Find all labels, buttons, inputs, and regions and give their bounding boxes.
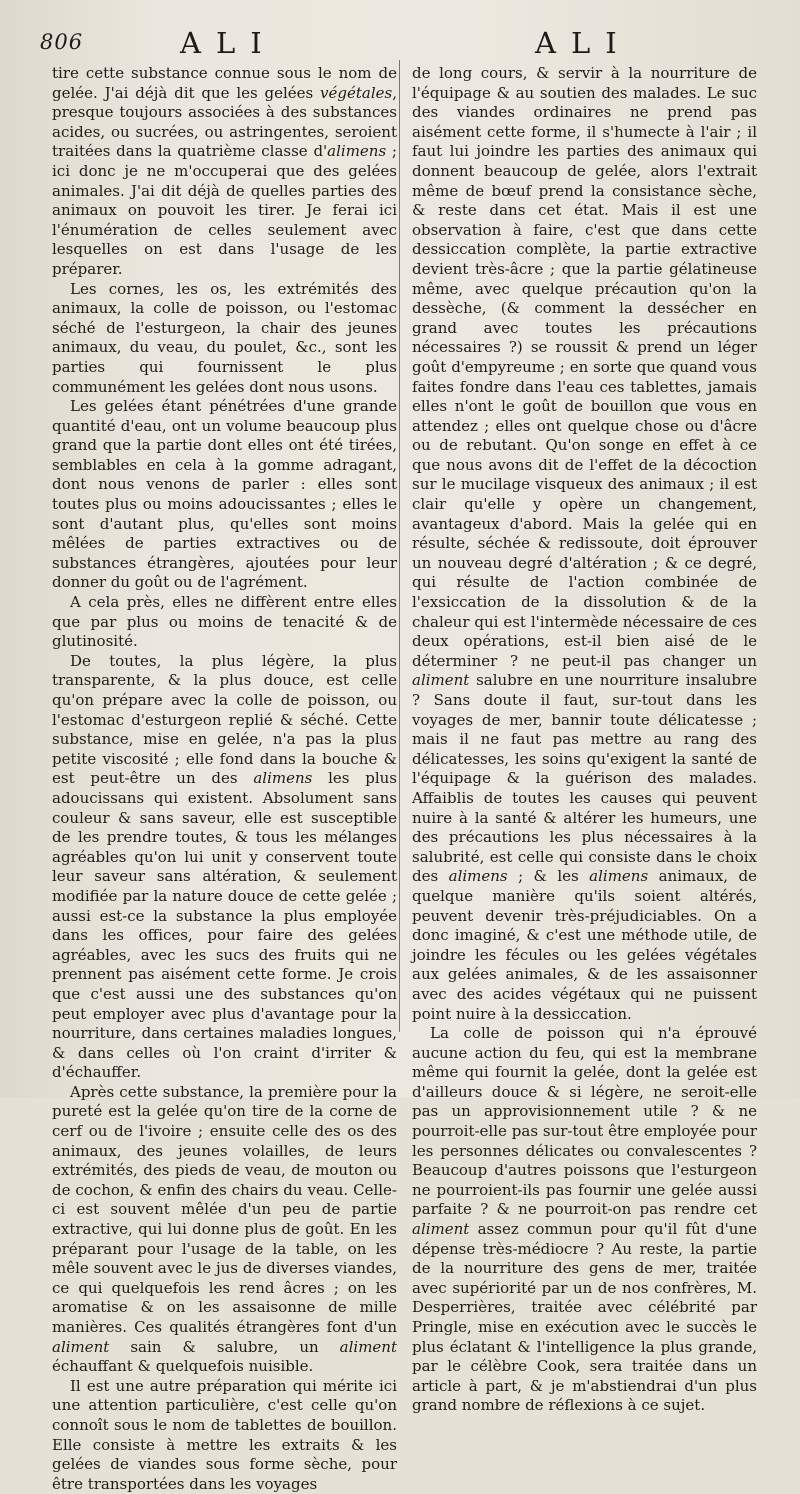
text-run: échauffant & quelquefois nuisible.	[52, 1357, 314, 1376]
text-run: Les gelées étant pénétrées d'une grande quantité d'eau, ont un volume beaucoup plus grand que la partie dont elles ont été tirées, semblables en cela à la gomme adragant, dont nous venons de parler : elles sont toutes plus ou moins adoucissantes ; elles le sont d'autant plus, qu'elles sont moins mêlées de parties extractives ou de substances étrangères, ajoutées pour leur donner du goût ou de l'agrément.	[52, 397, 397, 592]
italic-term: alimens	[589, 867, 649, 886]
running-head-left: ALI	[180, 26, 277, 60]
text-run: De toutes, la plus légère, la plus transparente, & la plus douce, est celle qu'on prépare avec la colle de poisson, ou l'estomac d'esturgeon replié & séché. Cette substance, mise en gelée, n'a pas la plus petite viscosité ; elle fond dans la bouche & est peut-être un des	[52, 651, 397, 788]
text-run: Il est une autre préparation qui mérite ici une attention particulière, c'est celle qu'on connoît sous le nom de tablettes de bouillon. Elle consiste à mettre les extraits & les gelées de viandes sous forme sèche, pour être transportées dans les voyages	[52, 1376, 397, 1493]
text-run: les plus adoucissans qui existent. Absolument sans couleur & sans saveur, elle est susceptible de les prendre toutes, & tous les mélanges agréables qu'on lui unit y conservent toute leur saveur sans altération, & seulement modifiée par la nature douce de cette gelée ; aussi est-ce la substance la plus employée dans les offices, pour faire des gelées agréables, avec les sucs des fruits qui ne prennent pas aisément cette forme. Je crois que c'est aussi une des substances qu'on peut employer avec plus d'avantage pour la nourriture, dans certaines maladies longues, & dans celles où l'on craint d'irriter & d'échauffer.	[52, 769, 397, 1082]
column-divider	[399, 60, 400, 1032]
italic-term: aliment	[412, 1220, 470, 1239]
paragraph	[52, 1377, 397, 1494]
page-number: 806	[40, 30, 84, 54]
italic-term: alimens	[253, 769, 313, 788]
text-run: salubre en une nourriture insalubre ? Sans doute il faut, sur-tout dans les voyages de mer, bannir toute délicatesse ; mais il ne faut pas mettre au rang des délicatesses, les soins qu'exigent la santé de l'équipage & la guérison des malades. Affaiblis de toutes les causes qui peuvent nuire à la santé & altérer les humeurs, une des précautions les plus nécessaires à la salubrité, est celle qui consiste dans le choix des	[412, 671, 757, 886]
text-run: Les cornes, les os, les extrémités des animaux, la colle de poisson, ou l'estomac séché de l'esturgeon, la chair des jeunes animaux, du veau, du poulet, &c., sont les parties qui fournissent le plus communément les gelées dont nous usons.	[52, 279, 397, 396]
italic-term: aliment	[412, 671, 470, 690]
text-run: Après cette substance, la première pour la pureté est la gelée qu'on tire de la corne de cerf ou de l'ivoire ; ensuite celle des os des animaux, des jeunes volailles, de leurs extrémités, des pieds de veau, de mouton ou de cochon, & enfin des chairs du veau. Celle-ci est souvent mêlée d'un peu de partie extractive, qui lui donne plus de goût. En les préparant pour l'usage de la table, on les mêle souvent avec le jus de diverses viandes, ce qui quelquefois les rend âcres ; on les aromatise & on les assaisonne de mille manières. Ces qualités étrangères font d'un	[52, 1082, 397, 1336]
paragraph	[52, 652, 397, 1083]
text-run: , presque toujours associées à des substances acides, ou sucrées, ou astringentes, seroient traitées dans la quatrième classe d'	[52, 83, 397, 161]
italic-term: aliment	[52, 1337, 110, 1356]
text-run: La colle de poisson qui n'a éprouvé aucune action du feu, qui est la membrane même qui fournit la gelée, dont la gelée est d'ailleurs douce & si légère, ne seroit-elle pas un approvisionnement utile ? & ne pourroit-elle pas sur-tout être employée pour les personnes délicates ou convalescentes ? Beaucoup d'autres poissons que l'esturgeon ne pourroient-ils pas fournir une gelée aussi parfaite ? & ne pourroit-on pas rendre cet	[412, 1024, 757, 1219]
italic-term: alimens	[448, 867, 508, 886]
paragraph	[52, 397, 397, 593]
right-column	[412, 64, 757, 1416]
paragraph	[52, 593, 397, 652]
text-run: A cela près, elles ne diffèrent entre elles que par plus ou moins de tenacité & de glutinosité.	[52, 593, 397, 651]
running-head-right: ALI	[535, 26, 632, 60]
italic-term: aliment	[339, 1337, 397, 1356]
paragraph	[52, 1083, 397, 1377]
paragraph	[412, 1024, 757, 1416]
paragraph	[412, 64, 757, 1024]
text-run: de long cours, & servir à la nourriture de l'équipage & au soutien des malades. Le suc des viandes ordinaires ne prend pas aisément cette forme, il s'humecte à l'air ; il faut lui joindre les parties des animaux qui donnent beaucoup de gelée, alors l'extrait même de bœuf prend la consistance sèche, & reste dans cet état. Mais il est une observation à faire, c'est que dans cette dessiccation complète, la partie extractive devient très-âcre ; que la partie gélatineuse même, avec quelque précaution qu'on la dessèche, (& comment la dessécher en grand avec toutes les précautions nécessaires ?) se roussit & prend un léger goût d'empyreume ; en sorte que quand vous faites fondre dans l'eau ces tablettes, jamais elles n'ont le goût de bouillon que vous en attendez ; elles ont quelque chose ou d'âcre ou de rebutant. Qu'on songe en effet à ce que nous avons dit de l'effet de la décoction sur le mucilage visqueux des animaux ; il est clair qu'elle y opère un changement, avantageux d'abord. Mais la gelée qui en résulte, séchée & redissoute, doit éprouver un nouveau degré d'altération ; & ce degré, qui résulte de l'action combinée de l'exsiccation de la dissolution & de la chaleur qui est l'intermède nécessaire de ces deux opérations, est-il bien aisé de le déterminer ? ne peut-il pas changer un	[412, 64, 757, 670]
text-run: ; ici donc je ne m'occuperai que des gelées animales. J'ai dit déjà de quelles parties des animaux on pouvoit les tirer. Je ferai ici l'énumération de celles seulement avec lesquelles on est dans l'usage de les préparer.	[52, 142, 397, 278]
left-column	[52, 64, 397, 1494]
text-run: animaux, de quelque manière qu'ils soient altérés, peuvent devenir très-préjudiciables. On a donc imaginé, & c'est une méthode utile, de joindre les fécules ou les gelées végétales aux gelées animales, & de les assaisonner avec des acides végétaux qui ne puissent point nuire à la dessiccation.	[412, 867, 757, 1023]
paragraph	[52, 280, 397, 398]
text-run: sain & salubre, un	[109, 1337, 340, 1356]
text-run: assez commun pour qu'il fût d'une dépense très-médiocre ? Au reste, la partie de la nourriture des gens de mer, traitée avec supériorité par un de nos confrères, M. Desperrières, traitée avec célébrité par Pringle, mise en exécution avec le succès le plus éclatant & l'intelligence la plus grande, par le célèbre Cook, sera traitée dans un article à part, & je m'abstiendrai d'un plus grand nombre de réflexions à ce sujet.	[412, 1220, 757, 1415]
text-run: tire cette substance connue sous le nom de gelée. J'ai déjà dit que les gelées	[52, 64, 397, 102]
italic-term: alimens	[327, 142, 387, 161]
paragraph	[52, 64, 397, 280]
text-run: ; & les	[507, 867, 590, 886]
italic-term: végétales	[320, 83, 393, 102]
